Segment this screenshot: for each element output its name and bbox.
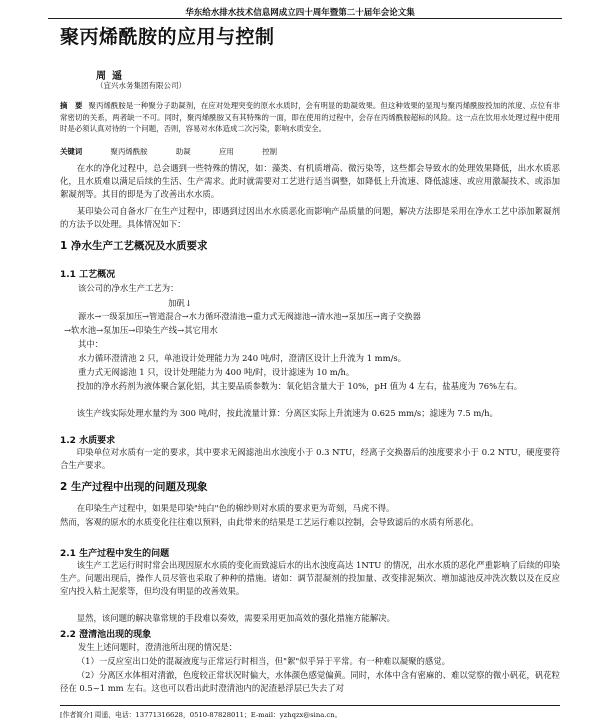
keyword-item: 聚丙烯酰胺 [110,147,148,156]
author-affiliation: （宜兴水务集团有限公司） [96,81,186,90]
keywords [60,146,303,157]
author-name: 周遥 [96,71,128,82]
body-paragraph: 然而，客观的原水的水质变化往往难以预料，由此带来的结果是工艺运行难以控制，会导致滤后的水质有所恶化。 [60,517,479,527]
intro-paragraph: 某印染公司自备水厂在生产过程中，即遇到过因出水水质恶化而影响产品质量的问题，解决方法即是采用在净水工艺中添加絮凝剂的方法予以处理。具体情况如下： [60,206,560,229]
process-flow: 源水→一级泵加压→管道混合→水力循环澄清池→重力式无阀滤池→清水池→泵加压→离子交换器 [78,311,421,321]
subsection-heading: 2.2 澄清池出现的现象 [60,630,152,640]
list-intro: 发生上述问题时，澄清池所出现的情况是： [78,642,238,652]
running-header: 华东给水排水技术信息网成立四十周年暨第二十届年会论文集 [185,8,415,18]
subsection-heading: 2.1 生产过程中发生的问题 [60,549,170,559]
keyword-item: 控制 [262,147,277,156]
section-heading: 2 生产过程中出现的问题及现象 [60,481,208,493]
body-paragraph: 显然，该问题的解决靠常规的手段难以奏效，需要采用更加高效的强化措施方能解决。 [76,613,396,623]
list-item: （2）分离区水体相对清澈，色度较正常状况时偏大，水体颜色感觉偏黄。同时，水体中含有密麻的、难以觉察的微小矾花，矾花粒径在 0.5~1 mm 左右。这也可以看出此时澄清池内的泥渣悬浮层已失去了对 [60,670,560,693]
process-intro: 该公司的净水生产工艺为： [78,283,179,293]
keywords-label: 关键词 [60,147,83,156]
spec-line: 水力循环澄清池 2 只，单池设计处理能力为 240 吨/时，澄清区设计上升流为 1 mm/s。 [78,353,407,363]
header-rule [48,18,562,19]
abstract-text: 聚丙烯酰胺是一种聚分子助凝剂，在应对处理突变的原水水质时，会有明显的助凝效果。但这种效果的显现与聚丙烯酰胺投加的浓度、点位有非常密切的关系，两者缺一不可。同时，聚丙烯酰胺又有其特殊的一面，即在使用的过程中，会存在丙烯酰胺超标的风险。这一点在饮用水处理过程中使用时是必须认真对待的一个问题，否则，容易对水体造成二次污染，影响水质安全。 [60,101,560,134]
subsection-heading: 1.1 工艺概况 [60,270,116,280]
keyword-item: 应用 [219,147,234,156]
abstract-label: 摘 要 [60,101,83,110]
spec-paragraph: 该生产线实际处理水量约为 300 吨/时，按此流量计算：分离区实际上升流速为 0.625 mm/s；滤速为 7.5 m/h。 [76,408,498,418]
paper-title: 聚丙烯酰胺的应用与控制 [60,26,275,48]
spec-paragraph: 投加的净水药剂为液体聚合氯化铝，其主要品质参数为：氧化铝含量大于 10%，pH 值为 4 左右，盐基度为 76%左右。 [76,381,523,391]
keyword-item: 助凝 [175,147,191,156]
water-quality-paragraph: 印染单位对水质有一定的要求，其中要求无阀滤池出水浊度小于 0.3 NTU，经离子交换器后的浊度要求小于 0.2 NTU，硬度要符合生产要求。 [60,447,560,470]
abstract [60,100,560,135]
footnote: [作者简介] 周遥，电话：13771316628，0510-87828011；E-mail：yzhqzx@sina.cn。 [60,711,342,719]
list-item: （1）一反应室出口处的混凝液度与正常运行时相当，但"絮"似乎异于平常。有一种难以凝聚的感觉。 [76,656,450,666]
intro-paragraph: 在水的净化过程中，总会遇到一些特殊的情况，如：藻类、有机质增高、微污染等，这些都会导致水的处理效果降低，出水水质恶化，且水质难以满足后续的生活、生产需求。此时就需要对工艺进行适当调整，如降低上升流速、降低滤速、或应用激凝技术、或添加絮凝剂等。其目的即是为了改善出水水质。 [60,163,560,199]
subsection-heading: 1.2 水质要求 [60,436,116,446]
body-paragraph: 在印染生产过程中，如果是印染"纯白"色的棉纱则对水质的要求更为苛刻，马虎不得。 [76,503,395,513]
body-paragraph: 该生产工艺运行时时常会出现因原水水质的变化而致滤后水的出水浊度高达 1NTU 的情况，出水水质的恶化严重影响了后续的印染生产。问题出现后，操作人员尽管也采取了种种的措施。诸如：调节混凝剂的投加量、改变排泥频次、增加滤池反冲洗次数以及在反应室内投入粘土泥浆等，但均没有明显的改善效果。 [60,560,560,596]
dosing-label: 加矾↓ [168,298,192,308]
section-heading: 1 净水生产工艺概况及水质要求 [60,240,208,252]
spec-line: 重力式无阀滤池 1 只，设计处理能力为 400 吨/时，设计滤速为 10 m/h。 [78,367,355,377]
footnote-rule [60,705,560,706]
process-flow: →软水池→泵加压→印染生产线→其它用水 [64,325,218,335]
among-label: 其中： [78,339,104,349]
